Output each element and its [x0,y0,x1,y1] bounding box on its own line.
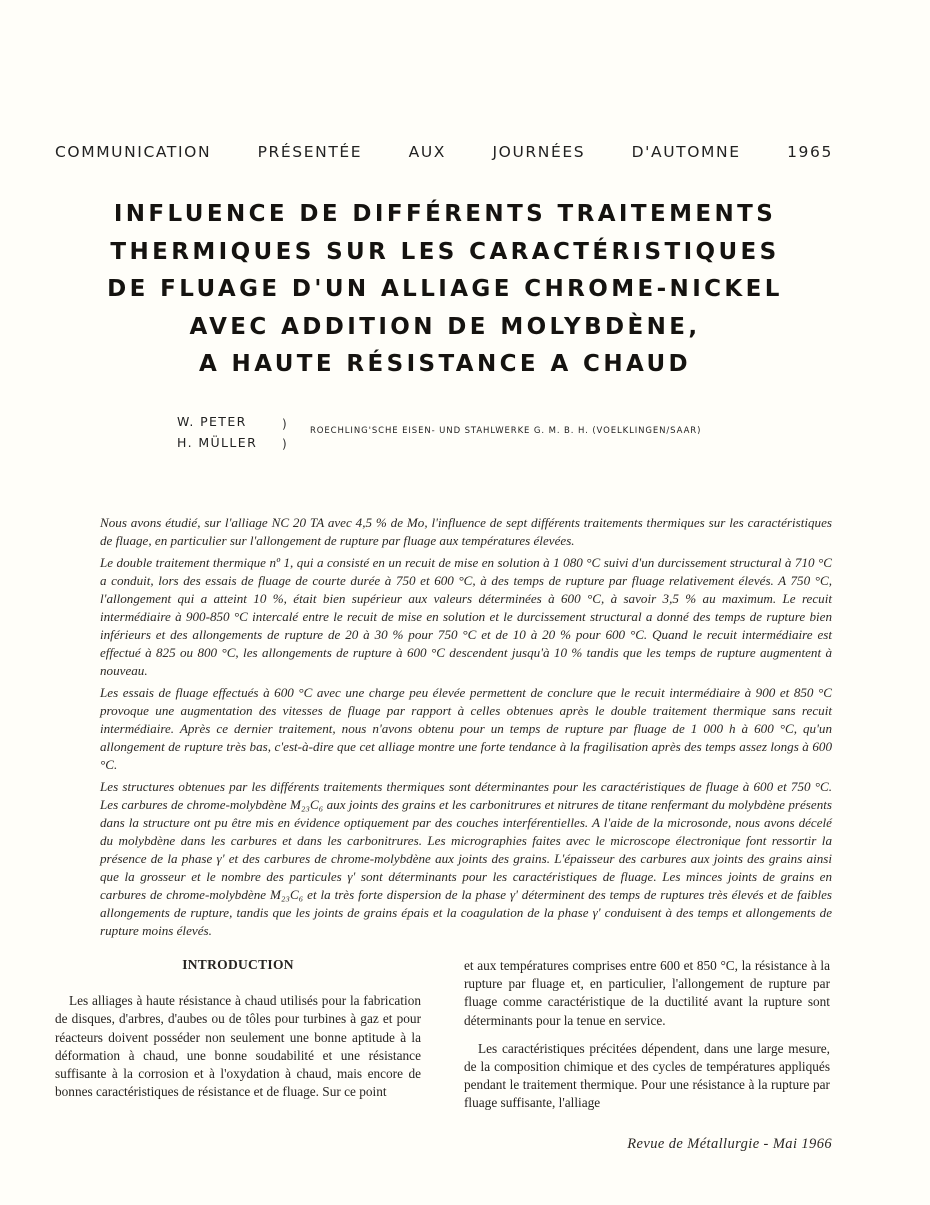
author-name: W. PETER [177,414,247,429]
title-line: INFLUENCE DE DIFFÉRENTS TRAITEMENTS [113,201,777,227]
title-line: DE FLUAGE D'UN ALLIAGE CHROME-NICKEL [107,276,783,302]
header-word: AUX [408,143,447,161]
abstract [100,514,832,944]
right-column [464,957,830,1123]
affiliation: ROECHLING'SCHE EISEN- UND STAHLWERKE G. M. B. H. (VOELKLINGEN/SAAR) [310,426,702,436]
header-word: PRÉSENTÉE [257,143,363,161]
section-heading: INTRODUCTION [182,957,294,972]
journal-footer: Revue de Métallurgie - Mai 1966 [627,1136,832,1152]
abstract-paragraph: Le double traitement thermique nº 1, qui a consisté en un recuit de mise en solution à 1 080 °C suivi d'un durcissement structural à 710 °C a conduit, lors des essais de fluage de courte durée à 750 et 600 °C, à des temps de rupture par fluage relativement élevés. A 750 °C, l'allongement qui a atteint 10 %, était bien supérieur aux valeurs déterminées à 600 °C, à savoir 3,5 % au maximum. Le recuit intermédiaire à 900-850 °C intercalé entre le recuit de mise en solution et le durcissement structural a donné des temps de rupture bien inférieurs et des allongements de rupture de 20 à 30 % pour 750 °C et de 10 à 20 % pour 600 °C. Quand le recuit intermédiaire est effectué à 825 ou 800 °C, les allongements de rupture à 600 °C descendent jusqu'à 10 % tandis que les temps de rupture augmentent à nouveau. [100,555,832,678]
title-line: AVEC ADDITION DE MOLYBDÈNE, [189,313,701,340]
header-word: COMMUNICATION [55,143,212,161]
abstract-paragraph: Nous avons étudié, sur l'alliage NC 20 TA avec 4,5 % de Mo, l'influence de sept différents traitements thermiques sur les caractéristiques de fluage, en particulier sur l'allongement de rupture par fluage aux températures élevées. [100,515,832,548]
body-paragraph: et aux températures comprises entre 600 et 850 °C, la résistance à la rupture par fluage et, en particulier, l'allongement de rupture par fluage comme caractéristique de la ductilité avant la rupture sont déterminants pour la tenue en service. [464,958,830,1028]
header-word: D'AUTOMNE [631,143,741,161]
header-word: 1965 [787,143,833,161]
article-title [60,196,830,384]
author-list [177,411,257,453]
left-column [55,956,421,1111]
author-brace: ) ) [282,417,287,451]
body-paragraph: Les alliages à haute résistance à chaud utilisés pour la fabrication de disques, d'arbres, d'aubes ou de tôles pour turbines à gaz et pour réacteurs doivent posséder non seulement une bonne aptitude à la déformation à chaud, une bonne soudabilité et une résistance suffisante à la corrosion et à l'oxydation à chaud, mais encore de bonnes caractéristiques de résistance et de fluage. Sur ce point [55,993,421,1100]
title-line: THERMIQUES SUR LES CARACTÉRISTIQUES [110,238,780,265]
body-paragraph: Les caractéristiques précitées dépendent, dans une large mesure, de la composition chimique et des cycles de températures appliqués pendant le traitement thermique. Pour une résistance à la rupture par fluage suffisante, l'alliage [464,1040,830,1111]
abstract-paragraph: Les structures obtenues par les différents traitements thermiques sont déterminantes pour les caractéristiques de fluage à 600 et 750 °C. Les carbures de chrome-molybdène M₂₃C₆ aux joints des grains et les carbonitrures et nitrures de titane renfermant du molybdène présents dans la structure ont pu être mis en évidence optiquement par des couches interférentielles. A l'aide de la microsonde, nous avons décelé du molybdène dans les carbures et dans les carbonitrures. Les micrographies faites avec le microscope électronique font ressortir la présence de la phase γ' et des carbures de chrome-molybdène aux joints des grains. L'épaisseur des carbures aux joints des grains ainsi que la grosseur et le nombre des particules γ' sont déterminants pour les caractéristiques de fluage. Les minces joints de grains en carbures de chrome-molybdène M₂₃C₆ et la très forte dispersion de la phase γ' déterminent des temps de ruptures très élevés et de faibles allongements de rupture, tandis que les joints de grains épais et la coagulation de la phase γ' conduisent à des temps et allongements de rupture moins élevés. [100,779,832,938]
author-name: H. MÜLLER [177,435,258,450]
abstract-paragraph: Les essais de fluage effectués à 600 °C avec une charge peu élevée permettent de conclure que le recuit intermédiaire à 900 et 850 °C provoque une augmentation des vitesses de fluage par rapport à celles obtenues après le double traitement thermique sans recuit intermédiaire. Après ce dernier traitement, nous n'avons obtenu pour un temps de rupture par fluage de 1 000 h à 600 °C, qu'un allongement de rupture très bas, c'est-à-dire que cet alliage montre une forte tendance à la fragilisation après des temps assez longs à 600 °C. [100,685,832,772]
title-line: A HAUTE RÉSISTANCE A CHAUD [198,351,692,377]
header-word: JOURNÉES [492,143,586,161]
conference-header [55,143,833,161]
